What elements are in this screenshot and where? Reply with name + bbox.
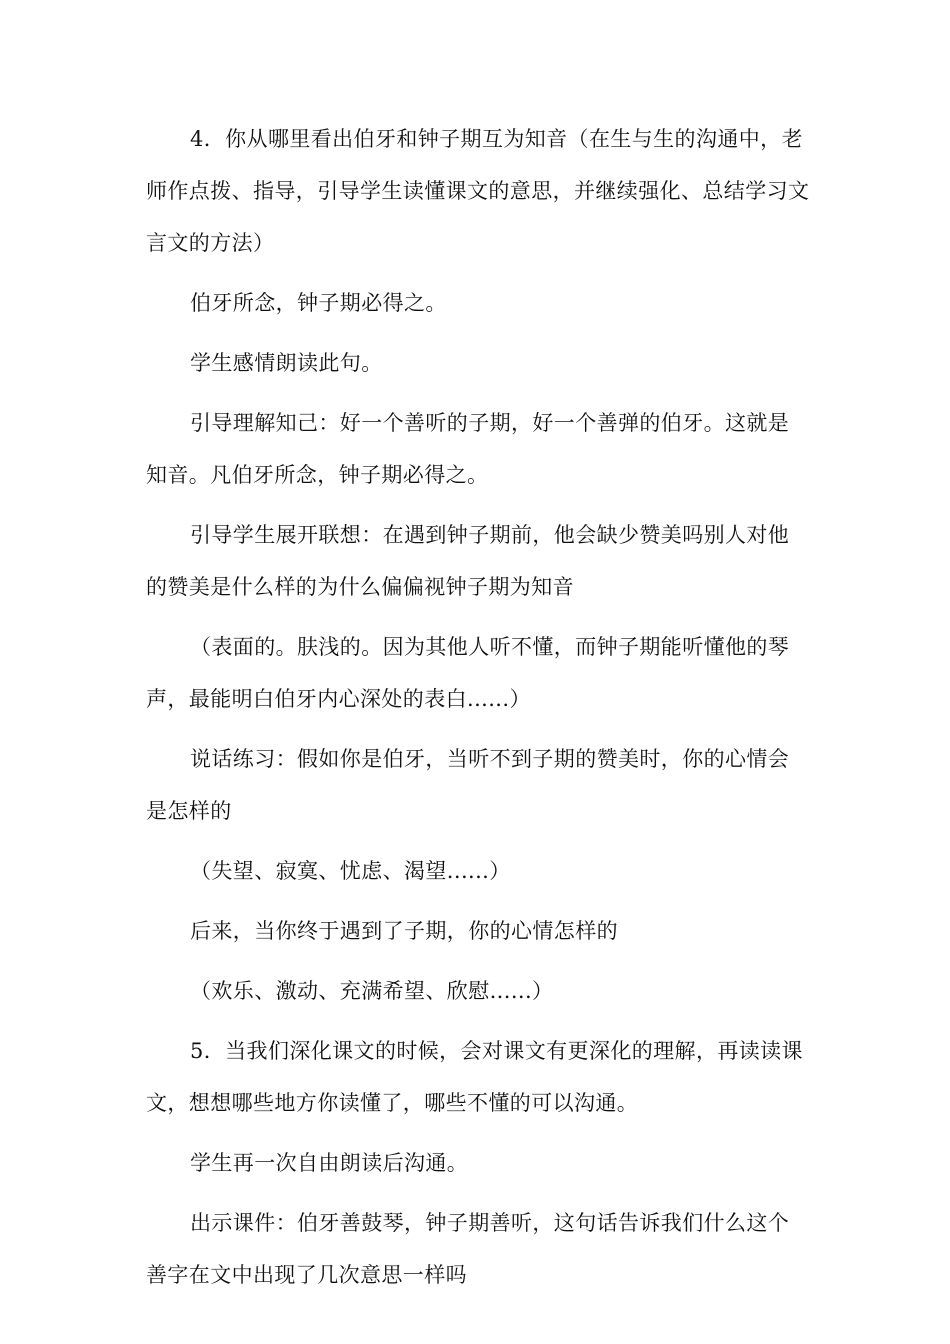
paragraph-11: 5．当我们深化课文的时候，会对课文有更深化的理解，再读读课文，想想哪些地方你读懂了，哪些不懂的可以沟通。: [146, 1039, 803, 1115]
paragraph-10: （欢乐、激动、充满希望、欣慰......）: [190, 979, 554, 1003]
paragraph-12: 学生再一次自由朗读后沟通。: [190, 1151, 469, 1175]
paragraph-9: 后来，当你终于遇到了子期，你的心情怎样的: [190, 919, 618, 943]
document-body: [146, 113, 810, 1309]
paragraph-1: 4．你从哪里看出伯牙和钟子期互为知音（在生与生的沟通中，老师作点拨、指导，引导学生读懂课文的意思，并继续强化、总结学习文言文的方法）: [146, 127, 810, 255]
paragraph-6: （表面的。肤浅的。因为其他人听不懂，而钟子期能听懂他的琴声，最能明白伯牙内心深处的表白......）: [146, 635, 790, 711]
paragraph-13: 出示课件：伯牙善鼓琴，钟子期善听，这句话告诉我们什么这个善字在文中出现了几次意思一样吗: [146, 1211, 790, 1287]
paragraph-8: （失望、寂寞、忧虑、渴望......）: [190, 859, 511, 883]
paragraph-3: 学生感情朗读此句。: [190, 351, 383, 375]
paragraph-2: 伯牙所念，钟子期必得之。: [190, 291, 447, 315]
paragraph-5: 引导学生展开联想：在遇到钟子期前，他会缺少赞美吗别人对他的赞美是什么样的为什么偏偏视钟子期为知音: [146, 523, 790, 599]
paragraph-7: 说话练习：假如你是伯牙，当听不到子期的赞美时，你的心情会是怎样的: [146, 747, 790, 823]
paragraph-4: 引导理解知己：好一个善听的子期，好一个善弹的伯牙。这就是知音。凡伯牙所念，钟子期必得之。: [146, 411, 790, 487]
